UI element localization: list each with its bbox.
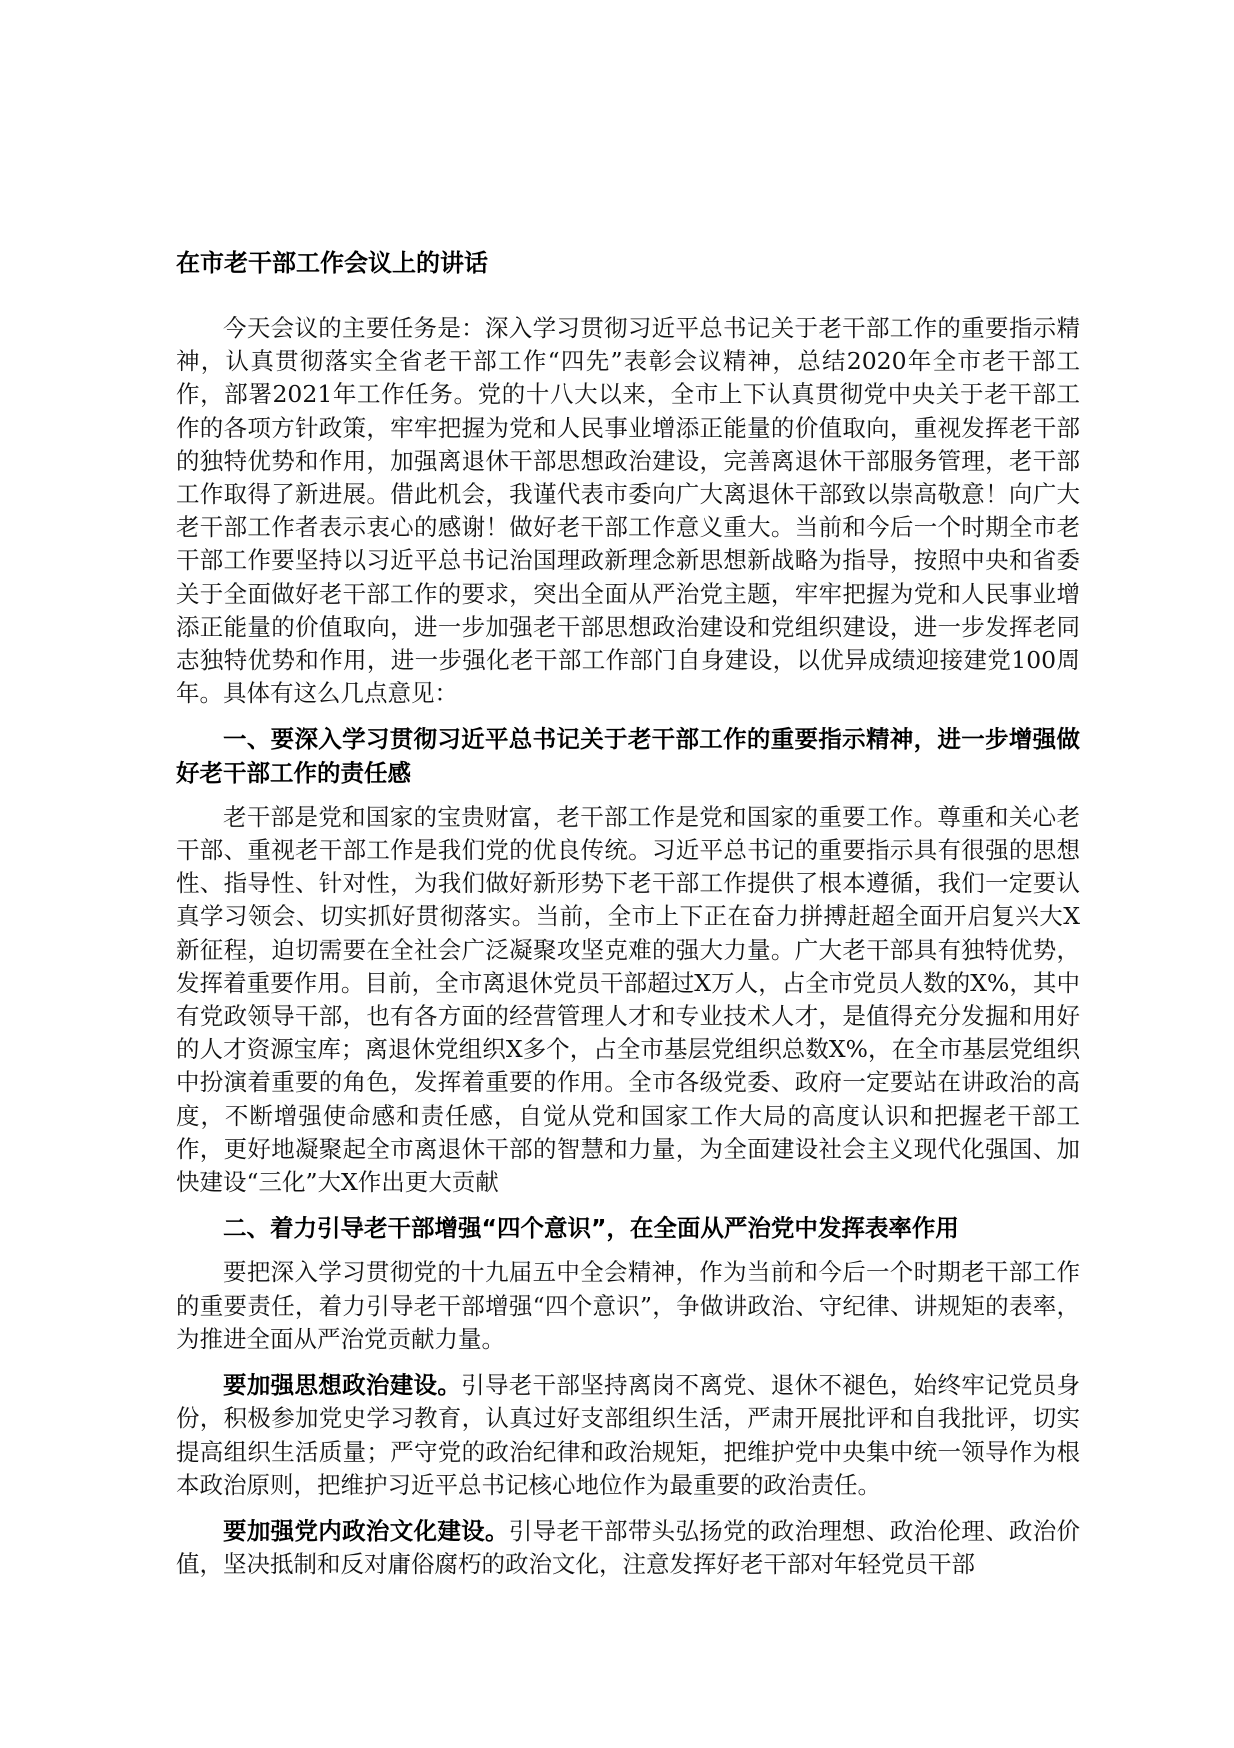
- section-1-paragraph: 老干部是党和国家的宝贵财富，老干部工作是党和国家的重要工作。尊重和关心老干部、重视老干部工作是我们党的优良传统。习近平总书记的重要指示具有很强的思想性、指导性、针对性，为我们做好新形势下老干部工作提供了根本遵循，我们一定要认真学习领会、切实抓好贯彻落实。当前，全市上下正在奋力拼搏赶超全面开启复兴大X新征程，迫切需要在全社会广泛凝聚攻坚克难的强大力量。广大老干部具有独特优势，发挥着重要作用。目前，全市离退休党员干部超过X万人，占全市党员人数的X%，其中有党政领导干部，也有各方面的经营管理人才和专业技术人才，是值得充分发掘和用好的人才资源宝库；离退休党组织X多个，占全市基层党组织总数X%，在全市基层党组织中扮演着重要的角色，发挥着重要的作用。全市各级党委、政府一定要站在讲政治的高度，不断增强使命感和责任感，自觉从党和国家工作大局的高度认识和把握老干部工作，更好地凝聚起全市离退休干部的智慧和力量，为全面建设社会主义现代化强国、加快建设“三化”大X作出更大贡献: [176, 802, 1080, 1197]
- section-2-item-political-culture: [176, 1515, 1080, 1581]
- item-text-political-culture: 引导老干部带头弘扬党的政治理想、政治伦理、政治价值，坚决抵制和反对庸俗腐朽的政治文化，注意发挥好老干部对年轻党员干部: [176, 1516, 1081, 1579]
- item-lead-political-culture: 要加强党内政治文化建设。: [223, 1516, 509, 1545]
- document-body: [176, 246, 1080, 1594]
- item-text-political-building: 引导老干部坚持离岗不离党、退休不褪色，始终牢记党员身份，积极参加党史学习教育，认真过好支部组织生活，严肃开展批评和自我批评，切实提高组织生活质量；严守党的政治纪律和政治规矩，把维护党中央集中统一领导作为根本政治原则，把维护习近平总书记核心地位作为最重要的政治责任。: [176, 1371, 1081, 1499]
- intro-paragraph: 今天会议的主要任务是：深入学习贯彻习近平总书记关于老干部工作的重要指示精神，认真贯彻落实全省老干部工作“四先”表彰会议精神，总结2020年全市老干部工作，部署2021年工作任务。党的十八大以来，全市上下认真贯彻党中央关于老干部工作的各项方针政策，牢牢把握为党和人民事业增添正能量的价值取向，重视发挥老干部的独特优势和作用，加强离退休干部思想政治建设，完善离退休干部服务管理，老干部工作取得了新进展。借此机会，我谨代表市委向广大离退休干部致以崇高敬意！向广大老干部工作者表示衷心的感谢！做好老干部工作意义重大。当前和今后一个时期全市老干部工作要坚持以习近平总书记治国理政新理念新思想新战略为指导，按照中央和省委关于全面做好老干部工作的要求，突出全面从严治党主题，牢牢把握为党和人民事业增添正能量的价值取向，进一步加强老干部思想政治建设和党组织建设，进一步发挥老同志独特优势和作用，进一步强化老干部工作部门自身建设，以优异成绩迎接建党100周年。具体有这么几点意见：: [176, 314, 1080, 708]
- section-2-item-political-building: [176, 1369, 1080, 1502]
- document-title: 在市老干部工作会议上的讲话: [176, 249, 488, 277]
- item-lead-political-building: 要加强思想政治建设。: [223, 1371, 462, 1400]
- section-1-heading: 一、要深入学习贯彻习近平总书记关于老干部工作的重要指示精神，进一步增强做好老干部工作的责任感: [176, 725, 1080, 787]
- section-2-paragraph: 要把深入学习贯彻党的十九届五中全会精神，作为当前和今后一个时期老干部工作的重要责任，着力引导老干部增强“四个意识”，争做讲政治、守纪律、讲规矩的表率，为推进全面从严治党贡献力量。: [176, 1258, 1080, 1353]
- section-2-heading: 二、着力引导老干部增强“四个意识”，在全面从严治党中发挥表率作用: [223, 1214, 959, 1243]
